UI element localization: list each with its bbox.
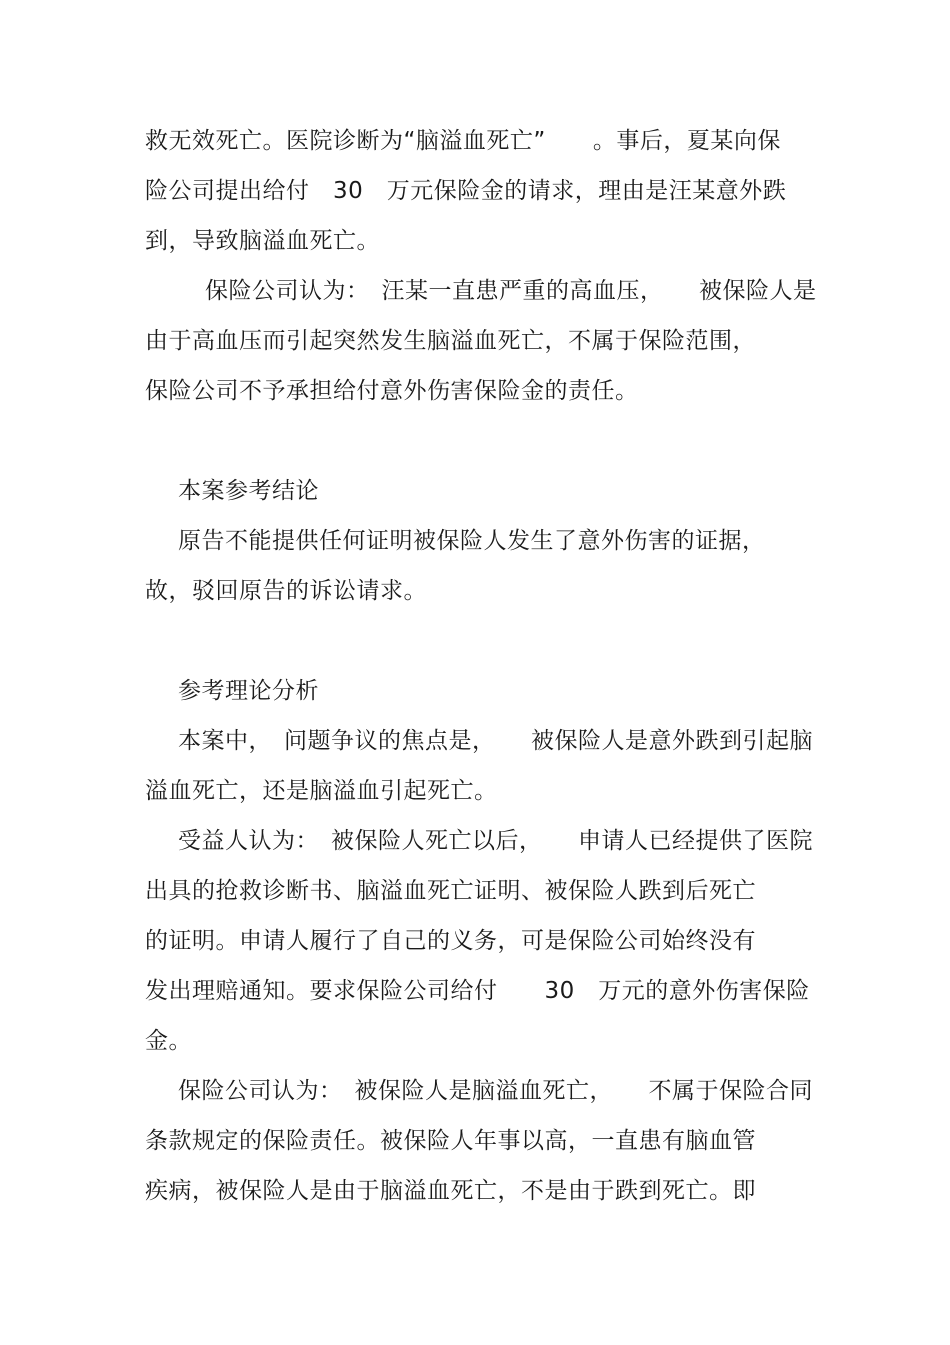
text-line-15: 的证明。申请人履行了自己的义务，可是保险公司始终没有 bbox=[145, 928, 756, 954]
text-line-16: 发出理赔通知。要求保险公司给付 30 万元的意外伤害保险 bbox=[145, 978, 810, 1004]
section-heading-analysis: 参考理论分析 bbox=[178, 678, 319, 704]
text-line-1: 救无效死亡。医院诊断为“脑溢血死亡” 。事后，夏某向保 bbox=[145, 128, 781, 154]
text-line-6: 保险公司不予承担给付意外伤害保险金的责任。 bbox=[145, 378, 639, 404]
section-heading-conclusion: 本案参考结论 bbox=[178, 478, 319, 504]
text-line-14: 出具的抢救诊断书、脑溢血死亡证明、被保险人跌到后死亡 bbox=[145, 878, 756, 904]
text-line-13: 受益人认为： 被保险人死亡以后， 申请人已经提供了医院 bbox=[178, 828, 813, 854]
text-line-9: 故，驳回原告的诉讼请求。 bbox=[145, 578, 427, 604]
text-line-8: 原告不能提供任何证明被保险人发生了意外伤害的证据， bbox=[178, 528, 766, 554]
text-line-5: 由于高血压而引起突然发生脑溢血死亡，不属于保险范围， bbox=[145, 328, 756, 354]
text-line-4: 保险公司认为： 汪某一直患严重的高血压， 被保险人是 bbox=[205, 278, 817, 304]
text-line-11: 本案中， 问题争议的焦点是， 被保险人是意外跌到引起脑 bbox=[178, 728, 813, 754]
text-line-2: 险公司提出给付 30 万元保险金的请求，理由是汪某意外跌 bbox=[145, 178, 787, 204]
text-line-18: 保险公司认为： 被保险人是脑溢血死亡， 不属于保险合同 bbox=[178, 1078, 813, 1104]
text-line-3: 到，导致脑溢血死亡。 bbox=[145, 228, 380, 254]
text-line-19: 条款规定的保险责任。被保险人年事以高，一直患有脑血管 bbox=[145, 1128, 756, 1154]
text-line-20: 疾病，被保险人是由于脑溢血死亡，不是由于跌到死亡。即 bbox=[145, 1178, 756, 1204]
text-line-17: 金。 bbox=[145, 1028, 192, 1054]
text-line-12: 溢血死亡，还是脑溢血引起死亡。 bbox=[145, 778, 498, 804]
